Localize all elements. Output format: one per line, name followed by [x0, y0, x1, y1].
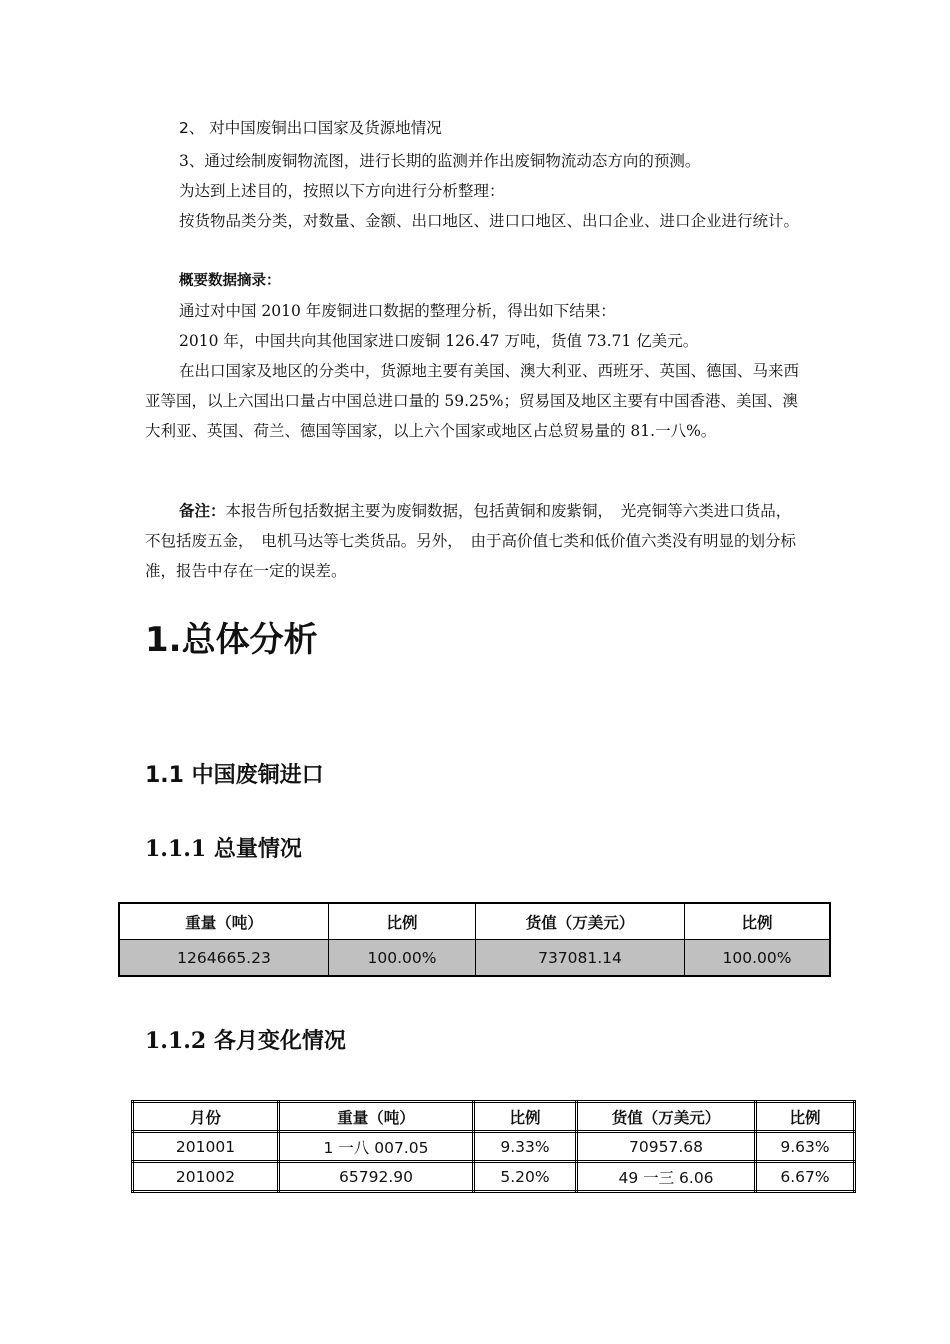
table-cell: 100.00% [329, 940, 476, 977]
table-row [133, 1162, 855, 1192]
note-text: 本报告所包括数据主要为废铜数据，包括黄铜和废紫铜， 光亮铜等六类进口货品，不包括废五金， 电机马达等七类货品。另外， 由于高价值七类和低价值六类没有明显的划分标准，报告中存在一定的误差。 [145, 502, 797, 580]
table-cell: 65792.90 [279, 1162, 474, 1192]
table-cell: 737081.14 [476, 940, 685, 977]
intro-purpose: 为达到上述目的，按照以下方向进行分析整理： [179, 182, 505, 200]
table-cell: 70957.68 [577, 1132, 756, 1162]
table-header-row [133, 1102, 855, 1132]
column-header: 货值（万美元） [577, 1102, 756, 1132]
column-header: 重量（吨） [119, 903, 329, 940]
table-cell: 49 一三 6.06 [577, 1162, 756, 1192]
section-1-1-2-title: 1.1.2 各月变化情况 [145, 1028, 346, 1054]
table-cell: 201002 [133, 1162, 279, 1192]
section-1-1-title: 1.1 中国废铜进口 [145, 763, 324, 788]
summary-heading: 概要数据摘录： [179, 273, 281, 289]
table-cell: 100.00% [685, 940, 831, 977]
table-cell: 1264665.23 [119, 940, 329, 977]
column-header: 比例 [474, 1102, 577, 1132]
table-cell: 201001 [133, 1132, 279, 1162]
table-cell: 6.67% [756, 1162, 855, 1192]
intro-method: 按货物品类分类，对数量、金额、出口地区、进口口地区、出口企业、进口企业进行统计。 [179, 212, 800, 230]
table-cell: 9.63% [756, 1132, 855, 1162]
table-cell: 9.33% [474, 1132, 577, 1162]
total-volume-table [118, 902, 831, 977]
summary-paragraph-2: 2010 年，中国共向其他国家进口废铜 126.47 万吨，货值 73.71 亿美元。 [179, 332, 699, 350]
section-1-title: 1.总体分析 [145, 620, 318, 660]
intro-item-2: 2、 对中国废铜出口国家及货源地情况 [179, 119, 442, 137]
column-header: 货值（万美元） [476, 903, 685, 940]
summary-paragraph-3: 在出口国家及地区的分类中，货源地主要有美国、澳大利亚、西班牙、英国、德国、马来西亚等国，以上六国出口量占中国总进口量的 59.25%；贸易国及地区主要有中国香港、美国、澳大利亚、英国、荷兰、德国等国家，以上六个国家或地区占总贸易量的 81.一八%。 [145, 362, 800, 440]
column-header: 比例 [685, 903, 831, 940]
column-header: 比例 [329, 903, 476, 940]
table-row [133, 1132, 855, 1162]
note-label: 备注： [179, 501, 226, 520]
column-header: 重量（吨） [279, 1102, 474, 1132]
section-1-1-1-title: 1.1.1 总量情况 [145, 836, 302, 862]
summary-paragraph-1: 通过对中国 2010 年废铜进口数据的整理分析，得出如下结果： [179, 302, 616, 320]
column-header: 比例 [756, 1102, 855, 1132]
note-paragraph [145, 496, 805, 586]
intro-item-3: 3、通过绘制废铜物流图，进行长期的监测并作出废铜物流动态方向的预测。 [179, 152, 701, 170]
table-cell: 1 一八 007.05 [279, 1132, 474, 1162]
table-row [119, 940, 830, 977]
table-cell: 5.20% [474, 1162, 577, 1192]
column-header: 月份 [133, 1102, 279, 1132]
table-header-row [119, 903, 830, 940]
monthly-change-table [131, 1100, 856, 1193]
